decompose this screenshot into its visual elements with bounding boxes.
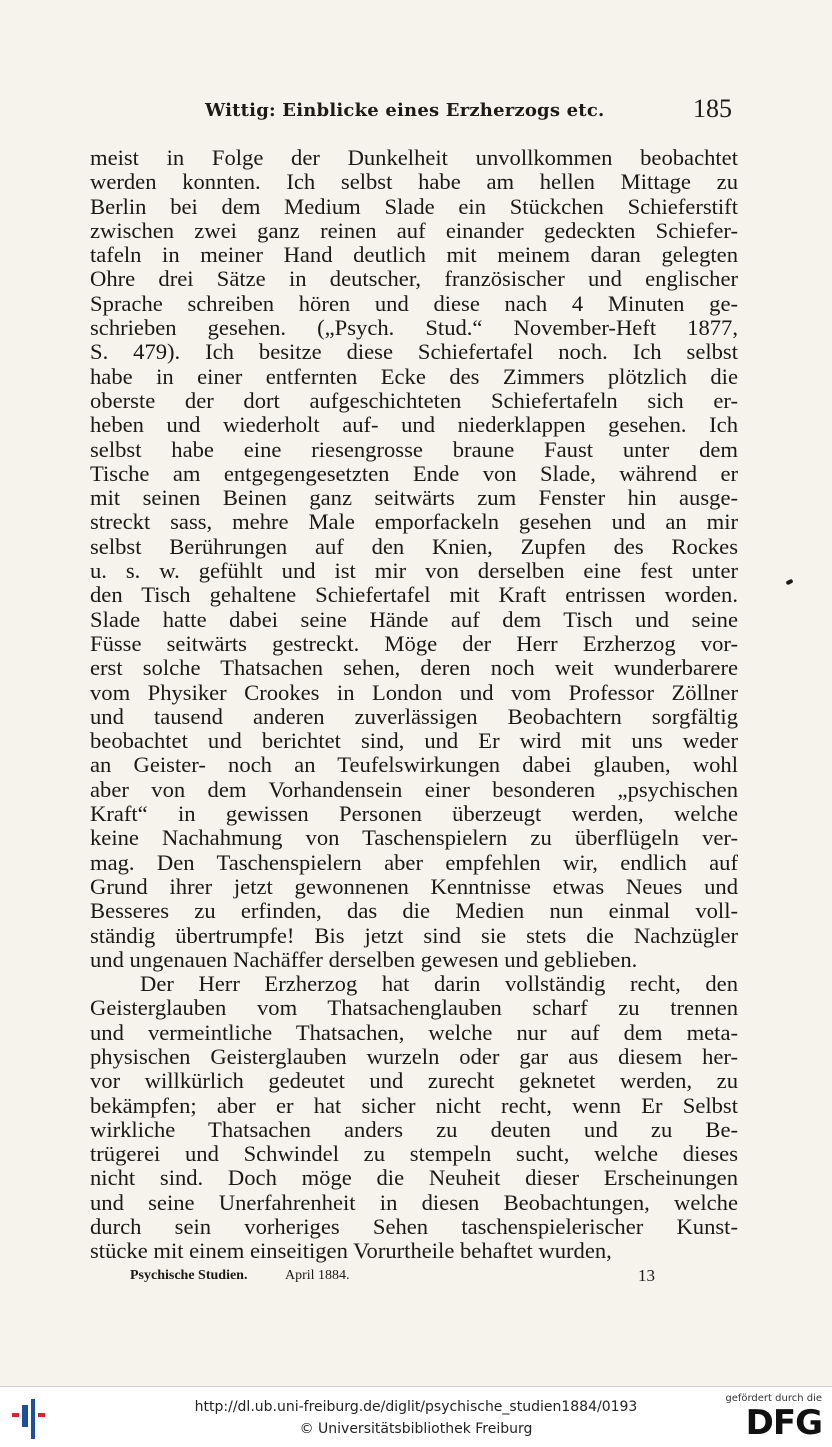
ink-speck [785,579,793,586]
text-line: Besseres zu erfinden, das die Medien nun einmal voll- [90,898,738,924]
text-line: bekämpfen; aber er hat sicher nicht recht, wenn Er Selbst [90,1092,738,1118]
running-title: Wittig: Einblicke eines Erzherzogs etc. [205,100,605,121]
text-line: ständig übertrumpfe! Bis jetzt sind sie stets die Nachzügler [90,922,738,948]
text-line: den Tisch gehaltene Schiefertafel mit Kraft entrissen worden. [90,582,738,608]
text-line: stücke mit einem einseitigen Vorurtheile behaftet wurden, [90,1238,612,1264]
text-line: Ohre drei Sätze in deutscher, französischer und englischer [90,266,738,292]
sheet-signature: 13 [638,1266,655,1285]
text-line: mag. Den Taschenspielern aber empfehlen wir, endlich auf [90,849,738,875]
text-line: beobachtet und berichtet sind, und Er wird mit uns weder [90,728,738,754]
text-line: u. s. w. gefühlt und ist mir von derselben eine fest unter [90,558,738,584]
text-line: Berlin bei dem Medium Slade ein Stückchen Schieferstift [90,193,738,219]
text-line: an Geister- noch an Teufelswirkungen dabei glauben, wohl [90,752,738,778]
dfg-logo-icon: DFG [745,1403,822,1443]
text-line: oberste der dort aufgeschichteten Schiefertafeln sich er- [90,387,738,413]
text-line: nicht sind. Doch möge die Neuheit dieser Erscheinungen [90,1165,738,1191]
text-line: selbst Berührungen auf den Knien, Zupfen des Rockes [90,533,738,559]
text-line: Sprache schreiben hören und diese nach 4 Minuten ge- [90,290,738,316]
text-line: erst solche Thatsachen sehen, deren noch weit wunderbarere [90,655,738,681]
archive-copyright: © Universitätsbibliothek Freiburg [299,1421,533,1437]
text-line: mit seinen Beinen ganz seitwärts zum Fenster hin ausge- [90,485,738,511]
running-head [90,92,740,132]
text-line: heben und wiederholt auf- und niederklappen gesehen. Ich [90,412,738,438]
text-line: selbst habe eine riesengrosse braune Faust unter dem [90,436,738,462]
text-line: physischen Geisterglauben wurzeln oder gar aus diesem her- [90,1043,738,1069]
text-line: vom Physiker Crookes in London und vom Professor Zöllner [90,679,738,705]
text-line: aber von dem Vorhandensein einer besonderen „psychischen [90,776,738,802]
text-line: Geisterglauben vom Thatsachenglauben scharf zu trennen [90,995,738,1021]
text-line: Grund ihrer jetzt gewonnenen Kenntnisse etwas Neues und [90,873,738,899]
text-line: trügerei und Schwindel zu stempeln sucht, welche dieses [90,1141,738,1167]
text-line: tafeln in meiner Hand deutlich mit meinem daran gelegten [90,242,738,268]
text-line: schrieben gesehen. („Psych. Stud.“ November-Heft 1877, [90,315,738,341]
text-line: habe in einer entfernten Ecke des Zimmers plötzlich die [90,363,738,389]
text-line: wirkliche Thatsachen anders zu deuten und zu Be- [90,1116,738,1142]
text-line: Tische am entgegengesetzten Ende von Slade, während er [90,460,738,486]
page-number: 185 [693,94,732,123]
text-line: vor willkürlich gedeutet und zurecht geknetet werden, zu [90,1068,738,1094]
text-line: und tausend anderen zuverlässigen Beobachtern sorgfältig [90,703,738,729]
text-line: und ungenauen Nachäffer derselben gewesen und geblieben. [90,946,638,972]
text-line: Der Herr Erzherzog hat darin vollständig recht, den [140,971,738,997]
text-line: keine Nachahmung von Taschenspielern zu überflügeln ver- [90,825,738,851]
signature-line [130,1266,660,1288]
text-line: Slade hatte dabei seine Hände auf dem Tisch und seine [90,606,738,632]
text-line: und seine Unerfahrenheit in diesen Beobachtungen, welche [90,1189,738,1215]
archive-footer-bar [0,1386,832,1447]
text-line: Füsse seitwärts gestreckt. Möge der Herr Erzherzog vor- [90,630,738,656]
text-line: durch sein vorheriges Sehen taschenspielerischer Kunst- [90,1214,738,1240]
text-line: Kraft“ in gewissen Personen überzeugt werden, welche [90,801,738,827]
journal-name: Psychische Studien. [130,1268,248,1283]
body-text [90,146,738,1264]
archive-permalink[interactable]: http://dl.ub.uni-freiburg.de/diglit/psychische_studien1884/0193 [194,1399,638,1415]
text-line: zwischen zwei ganz reinen auf einander gedeckten Schiefer- [90,217,738,243]
text-line: streckt sass, mehre Male emporfackeln gesehen und an mir [90,509,738,535]
text-line: S. 479). Ich besitze diese Schiefertafel noch. Ich selbst [90,339,738,365]
funding-note: gefördert durch die [725,1393,822,1404]
text-line: meist in Folge der Dunkelheit unvollkommen beobachtet [90,145,738,170]
text-line: werden konnten. Ich selbst habe am hellen Mittage zu [90,169,738,195]
issue-date: April 1884. [285,1268,350,1283]
text-line: und vermeintliche Thatsachen, welche nur auf dem meta- [90,1019,738,1045]
